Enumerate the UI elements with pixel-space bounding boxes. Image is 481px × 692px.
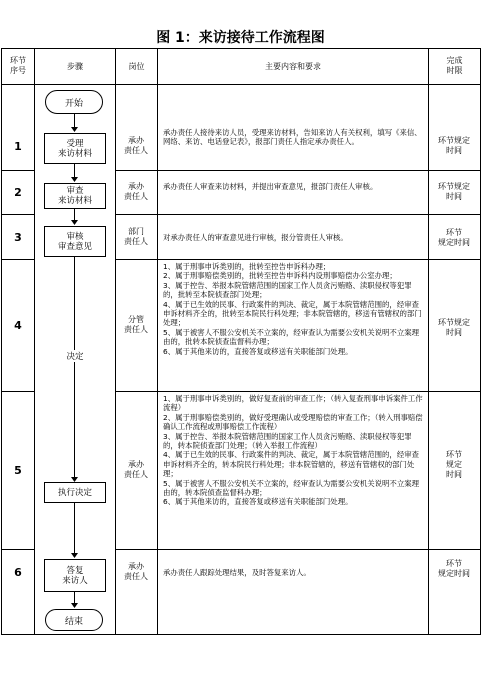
row-5-number: 5 (14, 464, 22, 477)
row-3-number: 3 (14, 231, 22, 244)
flow-step-decide: 决定 (56, 350, 94, 362)
flow-step-execute-decision: 执行决定 (44, 482, 106, 503)
row-2-time-limit: 环节规定 时间 (438, 182, 470, 201)
row-4-time-limit: 环节规定 时间 (438, 318, 470, 337)
row-1-time-limit: 环节规定 时间 (438, 136, 470, 155)
row-6-number: 6 (14, 566, 22, 579)
header-sequence: 环节 序号 (10, 56, 26, 75)
row-3-position: 部门 责任人 (124, 227, 148, 246)
row-2-number: 2 (14, 186, 22, 199)
flow-start: 开始 (45, 90, 103, 114)
row-4-position: 分管 责任人 (124, 315, 148, 334)
row-3-content: 对承办责任人的审查意见进行审核，报分管责任人审核。 (163, 233, 348, 242)
row-3-time-limit: 环节 规定时间 (438, 228, 470, 247)
row-2-position: 承办 责任人 (124, 182, 148, 201)
flow-step-accept-materials: 受理 来访材料 (44, 133, 106, 164)
row-6-time-limit: 环节 规定时间 (438, 559, 470, 578)
row-1-content: 承办责任人接待来访人员，受理来访材料，告知来访人有关权利，填写《来信、网络、来访、电话登记表》，报部门责任人指定承办责任人。 (163, 128, 422, 147)
row-6-content: 承办责任人跟踪处理结果，及时答复来访人。 (163, 568, 311, 577)
flow-step-reply-visitor: 答复 来访人 (44, 559, 106, 592)
row-1-number: 1 (14, 140, 22, 153)
row-5-content: 1、属于刑事申诉类别的，做好复查前的审查工作；（转入复查刑事申诉案件工作流程） 2、属于刑事赔偿类别的，做好受理确认或受理赔偿的审查工作；（转入刑事赔偿确认工作流程或刑事赔偿工作流程） 3、属于控告、举报本院管辖范围的国家工作人员贪污贿赂、渎职侵权等犯罪的，转本院侦查部门处理；（转入举报工作流程） 4、属于已生效的民事、行政案件的判决、裁定，属于本院管辖范围的，经审查申诉材料齐全的，转本院民行科处理；非本院管辖的，移送有管辖权的部门处理； 5、属于被害人不服公安机关不立案的，经审查认为需要公安机关说明不立案理由的，转本院侦查监督科办理； 6、属于其他来访的，直接答复或移送有关职能部门处理。 (163, 394, 423, 507)
row-4-number: 4 (14, 319, 22, 332)
row-5-position: 承办 责任人 (124, 460, 148, 479)
row-1-position: 承办 责任人 (124, 136, 148, 155)
page-title: 图 1：来访接待工作流程图 (156, 30, 325, 46)
row-4-content: 1、属于刑事申诉类别的，批转至控告申诉科办理； 2、属于刑事赔偿类别的，批转至控告申诉科内设刑事赔偿办公室办理； 3、属于控告、举报本院管辖范围的国家工作人员贪污贿赂、渎职侵权等犯罪的，批转至本院侦查部门处理； 4、属于已生效的民事、行政案件的判决、裁定，属于本院管辖范围的，经审查申诉材料齐全的，批转至本院民行科处理；非本院管辖的，移送有管辖权的部门处理； 5、属于被害人不服公安机关不立案的，经审查认为需要公安机关说明不立案理由的，批转本院侦查监督科办理； 6、属于其他来访的，直接答复或移送有关职能部门处理。 (163, 262, 422, 356)
flow-end: 结束 (45, 609, 103, 631)
row-5-time-limit: 环节 规定 时间 (446, 450, 462, 479)
row-6-position: 承办 责任人 (124, 562, 148, 581)
row-2-content: 承办责任人审查来访材料，并提出审查意见，报部门责任人审核。 (163, 182, 378, 191)
header-time-limit: 完成 时限 (446, 56, 463, 75)
flow-step-audit-opinion: 审核 审查意见 (44, 226, 106, 257)
header-step: 步骤 (67, 62, 83, 71)
flow-step-review-materials: 审查 来访材料 (44, 183, 106, 209)
header-position: 岗位 (128, 62, 145, 71)
header-content: 主要内容和要求 (265, 62, 321, 71)
